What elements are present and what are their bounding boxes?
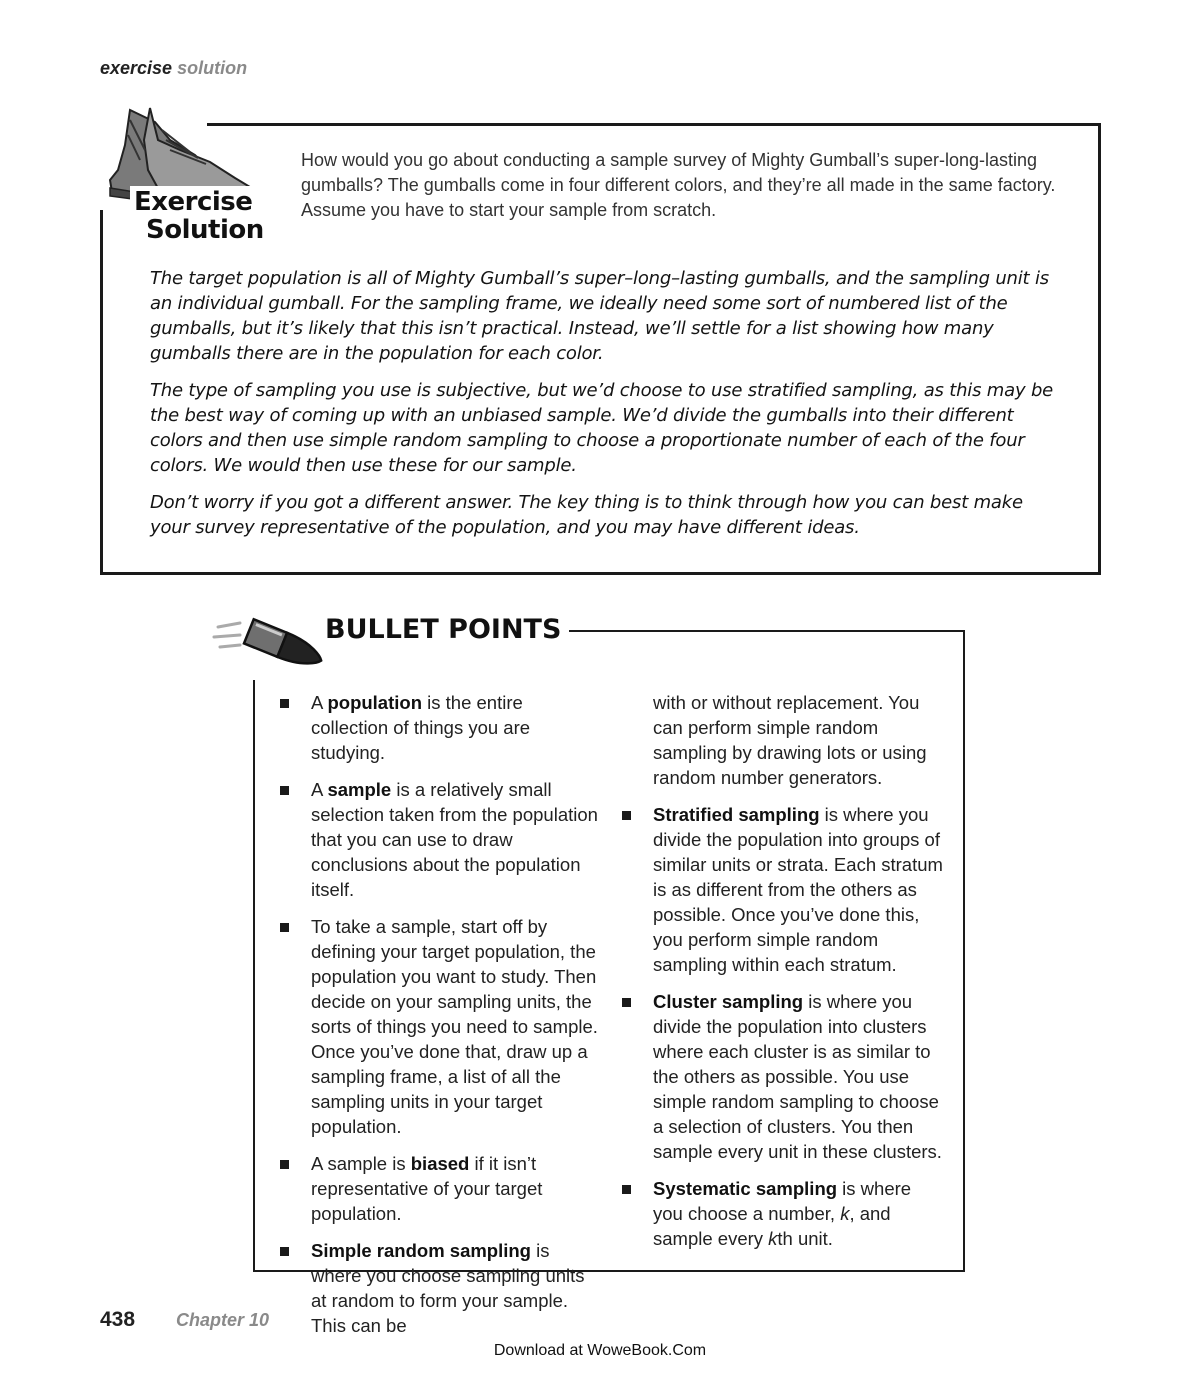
answer-paragraph: Don’t worry if you got a different answer. The key thing is to think through how you can best make your survey representative of the population, and you may have different ideas. — [150, 492, 1023, 538]
text: is where you divide the population into groups of similar units or strata. Each stratum is as different from the others as possible. Once you’ve done this, you perform simple random sampling within each stratum. — [653, 804, 943, 975]
exercise-solution-label — [130, 186, 268, 246]
square-bullet-icon — [622, 811, 631, 820]
square-bullet-icon — [280, 1160, 289, 1169]
list-item — [278, 690, 603, 765]
answer-paragraph: The type of sampling you use is subjective, but we’d choose to use stratified sampling, as this may be the best way of coming up with an unbiased sample. We’d divide the gumballs into their different colors and then use simple random sampling to choose a proportionate number of each of the four colors. We would then use these for our sample. — [150, 380, 1054, 476]
keyword: biased — [410, 1153, 470, 1174]
keyword: Simple random sampling — [311, 1240, 531, 1261]
answer-paragraph: The target population is all of Mighty Gumball’s super–long–lasting gumballs, and the sampling unit is an individual gumball. For the sampling frame, we ideally need some sort of numbered list of the gumballs, but it’s likely that this isn’t practical. Instead, we’ll settle for a list showing how many gumballs there are in the population for each color. — [150, 268, 1049, 364]
bullet-points-title: BULLET POINTS — [325, 614, 569, 645]
bullet-icon — [210, 605, 330, 685]
square-bullet-icon — [280, 1247, 289, 1256]
square-bullet-icon — [280, 786, 289, 795]
list-item — [278, 777, 603, 902]
text: is where you divide the population into clusters where each cluster is as similar to the others as possible. You use simple random sampling to choose a selection of clusters. You then sample every unit in these clusters. — [653, 991, 942, 1162]
variable: k — [768, 1228, 778, 1249]
download-notice: Download at WoweBook.Com — [493, 1342, 707, 1359]
text: is a relatively small selection taken from the population that you can use to draw conclusions about the population itself. — [311, 779, 598, 900]
header-bold: exercise — [100, 58, 173, 78]
keyword: population — [327, 692, 423, 713]
chapter-label: Chapter 10 — [176, 1310, 270, 1330]
text: To take a sample, start off by defining your target population, the population you want to study. Then decide on your sampling units, the sorts of things you need to sample. Once you’ve done that, draw up a sampling frame, a list of all the sampling units in your target population. — [311, 916, 598, 1137]
square-bullet-icon — [622, 998, 631, 1007]
list-item — [620, 989, 945, 1164]
text: A — [311, 692, 328, 713]
list-item — [278, 914, 603, 1139]
list-item-continuation: with or without replacement. You can perform simple random sampling by drawing lots or using random number generators. — [653, 692, 927, 788]
list-item — [278, 1238, 603, 1338]
keyword: Systematic sampling — [653, 1178, 838, 1199]
list-item — [278, 1151, 603, 1226]
text: is where you choose a number, — [653, 1178, 912, 1224]
text: th unit. — [777, 1228, 833, 1249]
keyword: Stratified sampling — [653, 804, 820, 825]
bullet-column-right — [620, 690, 945, 1263]
variable: k — [840, 1203, 850, 1224]
list-item — [620, 1176, 945, 1251]
square-bullet-icon — [280, 699, 289, 708]
bullet-column-left — [278, 690, 603, 1350]
list-item — [620, 802, 945, 977]
running-header — [100, 58, 247, 79]
text: A — [311, 779, 328, 800]
keyword: Cluster sampling — [653, 991, 804, 1012]
square-bullet-icon — [280, 923, 289, 932]
label-line-2: Solution — [146, 215, 264, 245]
text: is where you choose sampling units at random to form your sample. This can be — [311, 1240, 585, 1336]
page-number: 438 — [100, 1308, 136, 1331]
exercise-answer — [150, 266, 1065, 552]
text: is the entire collection of things you are studying. — [311, 692, 531, 763]
exercise-question: How would you go about conducting a sample survey of Mighty Gumball’s super-long-lasting gumballs? The gumballs come in four different colors, and they’re all made in the same factory. Assume you have to start your sample from scratch. — [301, 150, 1056, 220]
label-line-1: Exercise — [134, 187, 253, 217]
text: , and sample every — [653, 1203, 891, 1249]
text: A sample is — [311, 1153, 411, 1174]
square-bullet-icon — [622, 1185, 631, 1194]
text: if it isn’t representative of your target population. — [311, 1153, 543, 1224]
header-light: solution — [177, 58, 248, 78]
keyword: sample — [327, 779, 392, 800]
